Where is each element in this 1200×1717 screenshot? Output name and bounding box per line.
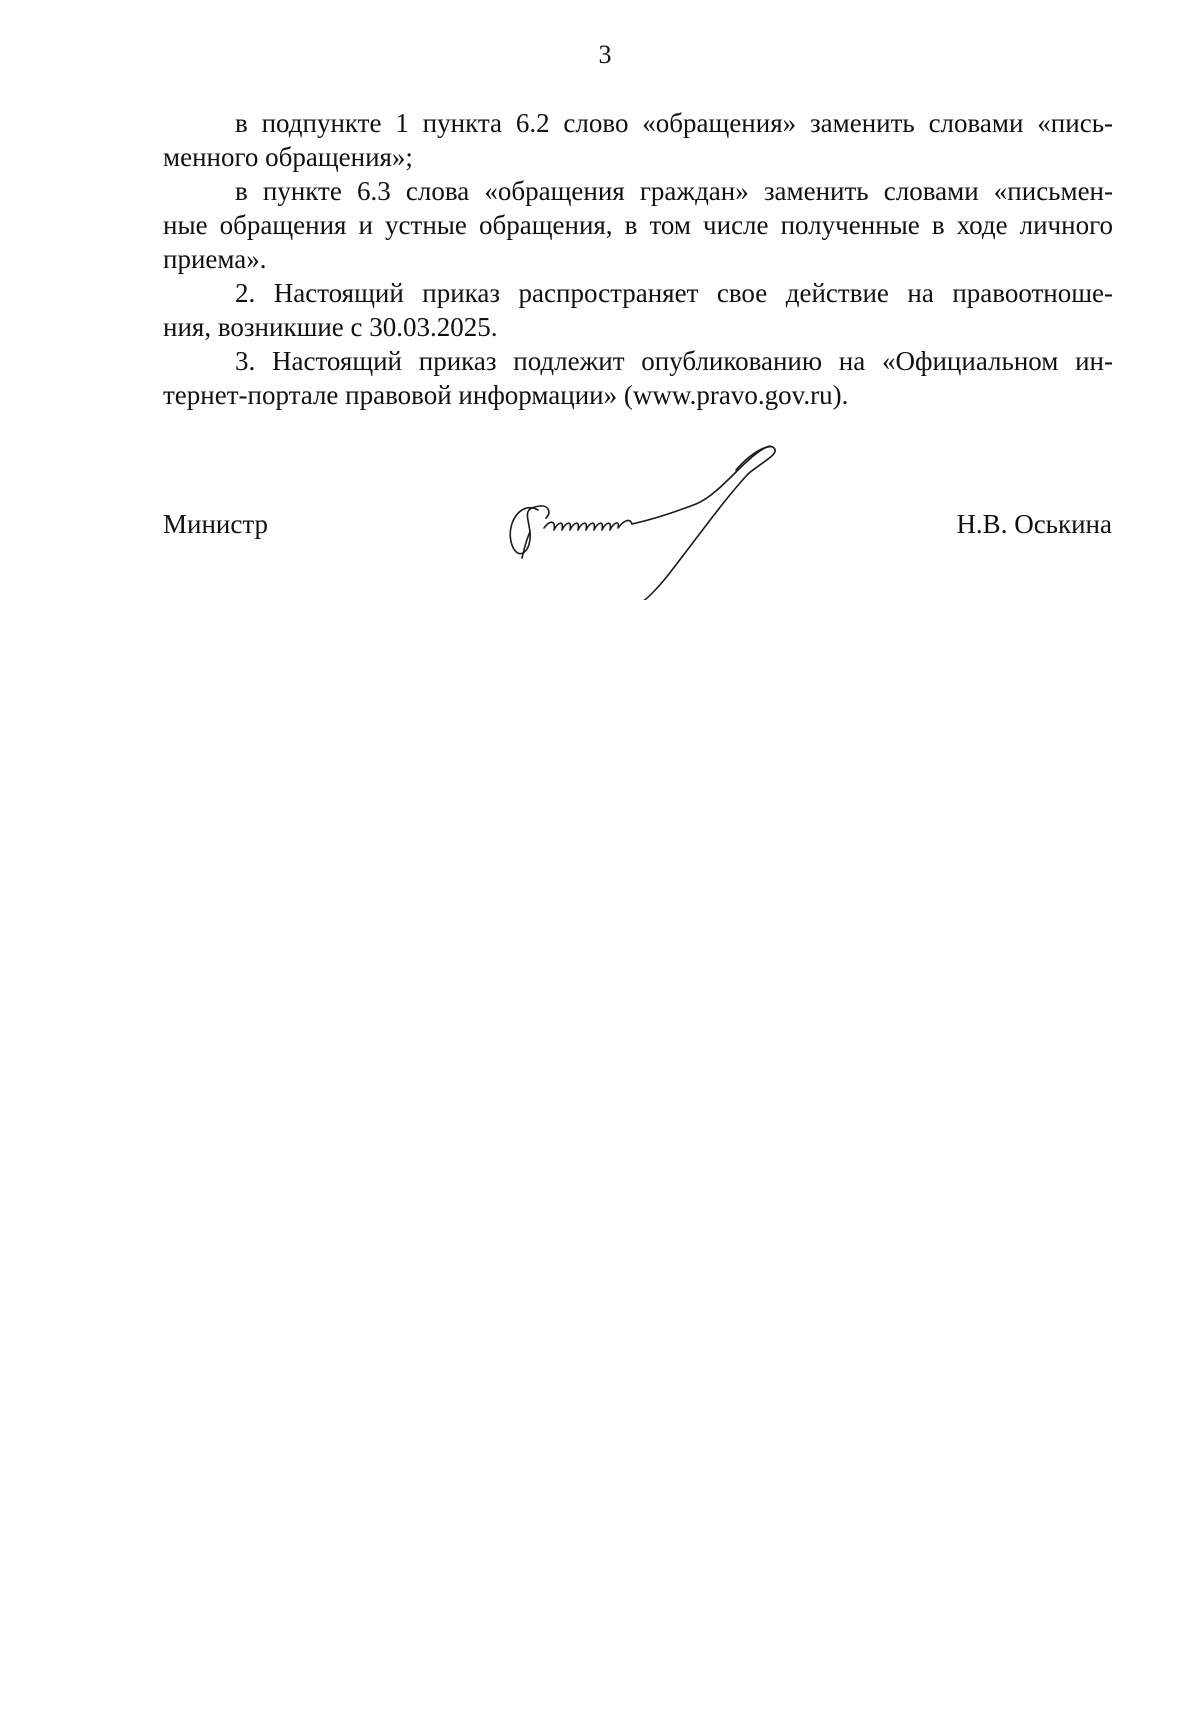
paragraph-line: ния, возникшие с 30.03.2025. [163, 312, 498, 342]
handwritten-signature [500, 440, 850, 600]
paragraph-line: менного обращения»; [163, 142, 413, 172]
paragraph-line: в пункте 6.3 слова «обращения граждан» заменить словами «письмен- [235, 176, 1113, 206]
paragraph-amend-6-2 [163, 106, 1113, 174]
paragraph-line: 2. Настоящий приказ распространяет свое действие на правоотноше- [235, 278, 1113, 308]
paragraph-line: 3. Настоящий приказ подлежит опубликованию на «Официальном ин- [235, 346, 1113, 376]
paragraph-item-3 [163, 344, 1113, 412]
paragraph-amend-6-3 [163, 174, 1113, 276]
page-number: 3 [598, 40, 612, 69]
paragraph-item-2 [163, 276, 1113, 344]
paragraph-line: в подпункте 1 пункта 6.2 слово «обращения» заменить словами «пись- [235, 108, 1113, 138]
document-body [163, 106, 1113, 412]
signatory-title: Министр [163, 509, 268, 539]
signatory-name: Н.В. Оськина [956, 509, 1112, 539]
paragraph-line: ные обращения и устные обращения, в том числе полученные в ходе личного [163, 210, 1113, 240]
paragraph-line: приема». [163, 244, 267, 274]
paragraph-line: тернет-портале правовой информации» (www.pravo.gov.ru). [163, 380, 849, 410]
